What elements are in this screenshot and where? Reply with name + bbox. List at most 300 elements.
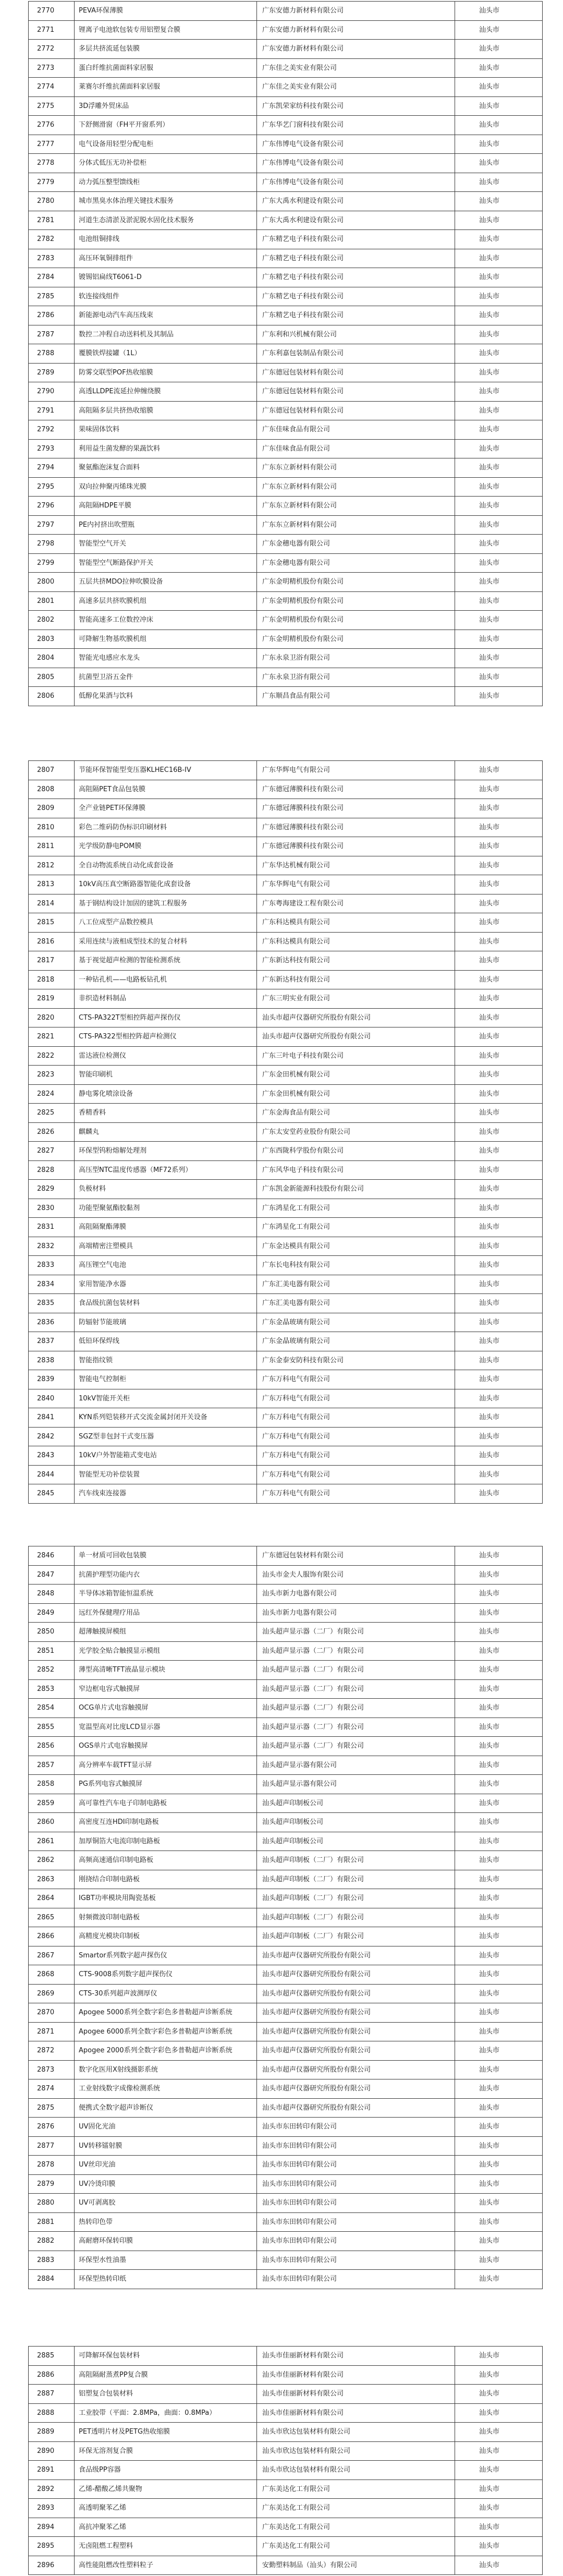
- product-name: 高透明聚苯乙烯: [75, 2499, 257, 2518]
- row-number: 2776: [29, 116, 75, 135]
- company-name: 广东德冠薄膜科技有限公司: [257, 818, 455, 838]
- row-number: 2850: [29, 1623, 75, 1642]
- table-row: [29, 1870, 543, 1890]
- row-number: 2859: [29, 1794, 75, 1813]
- city-name: 汕头市: [455, 1775, 543, 1794]
- product-name: 可降解环保包装材料: [75, 2347, 257, 2366]
- city-name: 汕头市: [455, 1965, 543, 1985]
- table-row: [29, 2137, 543, 2156]
- product-name: 新能源电动汽车高压线束: [75, 306, 257, 325]
- row-number: 2861: [29, 1832, 75, 1852]
- row-number: 2840: [29, 1389, 75, 1409]
- product-name: 环保型热转印纸: [75, 2270, 257, 2289]
- table-row: [29, 420, 543, 440]
- city-name: 汕头市: [455, 1428, 543, 1447]
- table-row: [29, 1775, 543, 1794]
- row-number: 2851: [29, 1642, 75, 1661]
- company-name: 汕头市佳丽新材料有限公司: [257, 2385, 455, 2404]
- city-name: 汕头市: [455, 1027, 543, 1047]
- table-row: [29, 1484, 543, 1504]
- company-name: 广东万科电气有限公司: [257, 1466, 455, 1485]
- city-name: 汕头市: [455, 97, 543, 116]
- city-name: 汕头市: [455, 1484, 543, 1504]
- product-name: 软连接线组件: [75, 287, 257, 307]
- table-row: [29, 440, 543, 459]
- row-number: 2879: [29, 2175, 75, 2194]
- row-number: 2797: [29, 516, 75, 535]
- city-name: 汕头市: [455, 837, 543, 856]
- product-name: 高速多层共挤吹膜机组: [75, 592, 257, 611]
- row-number: 2825: [29, 1104, 75, 1123]
- city-name: 汕头市: [455, 1851, 543, 1870]
- table-row: [29, 1047, 543, 1066]
- product-name: CTS-9008系列数字超声探伤仪: [75, 1965, 257, 1985]
- company-name: 广东东立新材料有限公司: [257, 478, 455, 497]
- table-row: [29, 2423, 543, 2442]
- product-table: [28, 760, 543, 1504]
- company-name: 汕头市佳丽新材料有限公司: [257, 2347, 455, 2366]
- table-row: [29, 1965, 543, 1985]
- row-number: 2875: [29, 2099, 75, 2118]
- row-number: 2853: [29, 1680, 75, 1699]
- product-name: 高频高速通信印制电路板: [75, 1851, 257, 1870]
- table-row: [29, 913, 543, 933]
- product-name: 10kV户外智能箱式变电站: [75, 1446, 257, 1466]
- row-number: 2816: [29, 933, 75, 952]
- city-name: 汕头市: [455, 2099, 543, 2118]
- company-name: 汕头市新力电器有限公司: [257, 1585, 455, 1604]
- table-row: [29, 2023, 543, 2042]
- city-name: 汕头市: [455, 116, 543, 135]
- company-name: 广东德冠包装材料有限公司: [257, 1546, 455, 1566]
- row-number: 2849: [29, 1604, 75, 1623]
- city-name: 汕头市: [455, 1699, 543, 1718]
- city-name: 汕头市: [455, 1085, 543, 1104]
- table-row: [29, 1104, 543, 1123]
- product-name: 射频微波印制电路板: [75, 1908, 257, 1928]
- table-row: [29, 1199, 543, 1218]
- city-name: 汕头市: [455, 1313, 543, 1333]
- city-name: 汕头市: [455, 761, 543, 780]
- row-number: 2869: [29, 1985, 75, 2004]
- table-row: [29, 761, 543, 780]
- city-name: 汕头市: [455, 1408, 543, 1428]
- row-number: 2787: [29, 325, 75, 345]
- product-name: 数字化医用X射线摄影系统: [75, 2061, 257, 2080]
- company-name: 广东金明精机股份有限公司: [257, 611, 455, 630]
- company-name: 汕头超声印制板（二厂）有限公司: [257, 1908, 455, 1928]
- table-row: [29, 1085, 543, 1104]
- company-name: 广东德冠薄膜科技有限公司: [257, 799, 455, 818]
- product-name: 基于视觉超声检测的智能检测系统: [75, 951, 257, 971]
- company-name: 汕头市欣达包装材料有限公司: [257, 2442, 455, 2461]
- product-name: 环保型钨粉熔解处理剂: [75, 1142, 257, 1161]
- row-number: 2800: [29, 573, 75, 592]
- table-row: [29, 1027, 543, 1047]
- row-number: 2773: [29, 59, 75, 78]
- city-name: 汕头市: [455, 420, 543, 440]
- table-row: [29, 951, 543, 971]
- row-number: 2881: [29, 2213, 75, 2232]
- city-name: 汕头市: [455, 1389, 543, 1409]
- table-row: [29, 478, 543, 497]
- table-row: [29, 1370, 543, 1389]
- row-number: 2789: [29, 364, 75, 383]
- table-row: [29, 40, 543, 59]
- row-number: 2809: [29, 799, 75, 818]
- city-name: 汕头市: [455, 2461, 543, 2480]
- table-row: [29, 2270, 543, 2289]
- row-number: 2843: [29, 1446, 75, 1466]
- city-name: 汕头市: [455, 1142, 543, 1161]
- company-name: 汕头市东田转印有限公司: [257, 2232, 455, 2251]
- row-number: 2883: [29, 2251, 75, 2270]
- product-name: 城市黑臭水体治理关键技术服务: [75, 192, 257, 211]
- company-name: 广东鸿星化工有限公司: [257, 1218, 455, 1237]
- city-name: 汕头市: [455, 154, 543, 173]
- city-name: 汕头市: [455, 1642, 543, 1661]
- city-name: 汕头市: [455, 173, 543, 192]
- product-name: 高密度互连HDI印制电路板: [75, 1813, 257, 1832]
- product-name: 八工位成型产品数控模具: [75, 913, 257, 933]
- city-name: 汕头市: [455, 1161, 543, 1180]
- company-name: 广东金达模具有限公司: [257, 1237, 455, 1256]
- company-name: 汕头市东田转印有限公司: [257, 2251, 455, 2270]
- company-name: 汕头超声显示器（二厂）有限公司: [257, 1718, 455, 1737]
- product-name: 低铅环保焊线: [75, 1332, 257, 1351]
- product-name: 无卤阻燃工程塑料: [75, 2537, 257, 2556]
- table-row: [29, 971, 543, 990]
- row-number: 2817: [29, 951, 75, 971]
- table-row: [29, 59, 543, 78]
- city-name: 汕头市: [455, 21, 543, 40]
- product-name: 电气设备用轻型分配电柜: [75, 135, 257, 154]
- table-row: [29, 2461, 543, 2480]
- product-name: 热转印色带: [75, 2213, 257, 2232]
- row-number: 2863: [29, 1870, 75, 1890]
- company-name: 汕头市超声仪器研究所股份有限公司: [257, 1946, 455, 1966]
- table-row: [29, 2347, 543, 2366]
- city-name: 汕头市: [455, 382, 543, 402]
- company-name: 广东精艺电子科技有限公司: [257, 249, 455, 269]
- row-number: 2821: [29, 1027, 75, 1047]
- product-name: 蛋白纤维抗菌面料家居服: [75, 59, 257, 78]
- company-name: 汕头超声印制板（二厂）有限公司: [257, 1889, 455, 1908]
- product-name: 3D浮雕外贸床品: [75, 97, 257, 116]
- product-name: 乙烯-醋酸乙烯共聚物: [75, 2480, 257, 2499]
- company-name: 汕头超声显示器有限公司: [257, 1775, 455, 1794]
- product-name: 基于钢结构设计加固的建筑工程服务: [75, 894, 257, 914]
- company-name: 广东凯荣家纺科技有限公司: [257, 97, 455, 116]
- table-row: [29, 2537, 543, 2556]
- company-name: 汕头市东田转印有限公司: [257, 2118, 455, 2137]
- company-name: 广东风华电子科技有限公司: [257, 1161, 455, 1180]
- table-row: [29, 2118, 543, 2137]
- row-number: 2808: [29, 780, 75, 800]
- table-row: [29, 649, 543, 668]
- table-row: [29, 268, 543, 287]
- company-name: 广东永泉卫浴有限公司: [257, 649, 455, 668]
- company-name: 广东三明实业有限公司: [257, 989, 455, 1009]
- row-number: 2855: [29, 1718, 75, 1737]
- table-row: [29, 344, 543, 364]
- company-name: 广东安德力新材料有限公司: [257, 2, 455, 21]
- company-name: 广东东立新材料有限公司: [257, 497, 455, 516]
- city-name: 汕头市: [455, 2213, 543, 2232]
- row-number: 2894: [29, 2518, 75, 2537]
- product-name: 低醇化果酒与饮料: [75, 687, 257, 706]
- row-number: 2778: [29, 154, 75, 173]
- city-name: 汕头市: [455, 611, 543, 630]
- city-name: 汕头市: [455, 1332, 543, 1351]
- company-name: 广东德冠薄膜科技有限公司: [257, 837, 455, 856]
- row-number: 2826: [29, 1123, 75, 1142]
- product-name: 高可靠性汽车电子印制电路板: [75, 1794, 257, 1813]
- product-name: 10kV高压真空断路器智能化成套设备: [75, 875, 257, 894]
- product-name: 宽温型高对比度LCD显示器: [75, 1718, 257, 1737]
- row-number: 2865: [29, 1908, 75, 1928]
- row-number: 2888: [29, 2404, 75, 2423]
- company-name: 广东金明精机股份有限公司: [257, 573, 455, 592]
- product-table: [28, 1546, 543, 2289]
- product-name: 智能型无功补偿装置: [75, 1466, 257, 1485]
- company-name: 汕头市佳丽新材料有限公司: [257, 2366, 455, 2385]
- city-name: 汕头市: [455, 535, 543, 554]
- row-number: 2804: [29, 649, 75, 668]
- company-name: 广东顺昌食品有限公司: [257, 687, 455, 706]
- row-number: 2885: [29, 2347, 75, 2366]
- company-name: 广东华达机械有限公司: [257, 856, 455, 876]
- table-row: [29, 2194, 543, 2213]
- city-name: 汕头市: [455, 1718, 543, 1737]
- product-name: 高阻隔多层共挤热收缩膜: [75, 402, 257, 421]
- city-name: 汕头市: [455, 478, 543, 497]
- city-name: 汕头市: [455, 2, 543, 21]
- table-row: [29, 989, 543, 1009]
- company-name: 汕头超声显示器（二厂）有限公司: [257, 1623, 455, 1642]
- product-name: Apogee 2000系列全数字彩色多普勒超声诊断系统: [75, 2041, 257, 2061]
- row-number: 2841: [29, 1408, 75, 1428]
- row-number: 2862: [29, 1851, 75, 1870]
- table-row: [29, 875, 543, 894]
- table-row: [29, 497, 543, 516]
- company-name: 广东伟博电气设备有限公司: [257, 173, 455, 192]
- table-row: [29, 192, 543, 211]
- row-number: 2831: [29, 1218, 75, 1237]
- table-row: [29, 1351, 543, 1371]
- row-number: 2880: [29, 2194, 75, 2213]
- table-row: [29, 1908, 543, 1928]
- product-name: 一种钻孔机——电路板钻孔机: [75, 971, 257, 990]
- city-name: 汕头市: [455, 2385, 543, 2404]
- company-name: 汕头超声显示器（二厂）有限公司: [257, 1642, 455, 1661]
- city-name: 汕头市: [455, 668, 543, 687]
- table-row: [29, 799, 543, 818]
- company-name: 广东万科电气有限公司: [257, 1428, 455, 1447]
- row-number: 2774: [29, 78, 75, 97]
- company-name: 广东新达科技有限公司: [257, 971, 455, 990]
- table-row: [29, 1851, 543, 1870]
- city-name: 汕头市: [455, 2423, 543, 2442]
- product-name: Apogee 6000系列全数字彩色多普勒超声诊断系统: [75, 2023, 257, 2042]
- product-name: 彩色二维码防伪标识印刷材料: [75, 818, 257, 838]
- company-name: 汕头市金夫人服饰有限公司: [257, 1566, 455, 1585]
- product-name: 高分辨率车载TFT显示屏: [75, 1756, 257, 1775]
- product-name: CTS-PA322T型相控阵超声探伤仪: [75, 1009, 257, 1028]
- table-row: [29, 1794, 543, 1813]
- company-name: 广东伟博电气设备有限公司: [257, 154, 455, 173]
- row-number: 2884: [29, 2270, 75, 2289]
- company-name: 汕头市超声仪器研究所股份有限公司: [257, 1965, 455, 1985]
- row-number: 2837: [29, 1332, 75, 1351]
- city-name: 汕头市: [455, 2518, 543, 2537]
- company-name: 广东金泰安防科技有限公司: [257, 1351, 455, 1371]
- city-name: 汕头市: [455, 458, 543, 478]
- product-name: 可降解生物基吹膜机组: [75, 630, 257, 649]
- city-name: 汕头市: [455, 780, 543, 800]
- company-name: 汕头市东田转印有限公司: [257, 2270, 455, 2289]
- row-number: 2846: [29, 1546, 75, 1566]
- city-name: 汕头市: [455, 1870, 543, 1890]
- company-name: 广东伟博电气设备有限公司: [257, 135, 455, 154]
- table-row: [29, 611, 543, 630]
- city-name: 汕头市: [455, 1737, 543, 1756]
- table-row: [29, 894, 543, 914]
- product-name: 超薄触摸屏模组: [75, 1623, 257, 1642]
- city-name: 汕头市: [455, 192, 543, 211]
- table-row: [29, 173, 543, 192]
- table-row: [29, 573, 543, 592]
- company-name: 汕头市超声仪器研究所股份有限公司: [257, 1027, 455, 1047]
- table-row: [29, 2232, 543, 2251]
- city-name: 汕头市: [455, 1370, 543, 1389]
- product-name: PET透明片材及PETG热收缩膜: [75, 2423, 257, 2442]
- company-name: 广东德冠包装材料有限公司: [257, 382, 455, 402]
- table-row: [29, 1313, 543, 1333]
- city-name: 汕头市: [455, 2480, 543, 2499]
- row-number: 2770: [29, 2, 75, 21]
- row-number: 2827: [29, 1142, 75, 1161]
- product-name: 高压锂空气电池: [75, 1256, 257, 1275]
- table-row: [29, 1737, 543, 1756]
- city-name: 汕头市: [455, 1466, 543, 1485]
- product-name: 窄边框电容式触摸屏: [75, 1680, 257, 1699]
- product-name: 多层共挤流延包装膜: [75, 40, 257, 59]
- row-number: 2882: [29, 2232, 75, 2251]
- product-name: IGBT功率模块用陶瓷基板: [75, 1889, 257, 1908]
- product-name: 抗菌护理型功能内衣: [75, 1566, 257, 1585]
- table-row: [29, 2079, 543, 2099]
- row-number: 2786: [29, 306, 75, 325]
- table-row: [29, 2251, 543, 2270]
- company-name: 汕头超声显示器有限公司: [257, 1756, 455, 1775]
- row-number: 2796: [29, 497, 75, 516]
- city-name: 汕头市: [455, 268, 543, 287]
- product-name: 便携式全数字超声诊断仪: [75, 2099, 257, 2118]
- company-name: 广东东立新材料有限公司: [257, 516, 455, 535]
- city-name: 汕头市: [455, 989, 543, 1009]
- company-name: 广东凯金新能源科技股份有限公司: [257, 1180, 455, 1199]
- company-name: 广东精艺电子科技有限公司: [257, 230, 455, 249]
- table-row: [29, 1428, 543, 1447]
- company-name: 汕头市欣达包装材料有限公司: [257, 2461, 455, 2480]
- table-row: [29, 516, 543, 535]
- table-row: [29, 630, 543, 649]
- row-number: 2822: [29, 1047, 75, 1066]
- product-name: 高压环氧铜排组件: [75, 249, 257, 269]
- table-row: [29, 1546, 543, 1566]
- company-name: 广东华辉电气有限公司: [257, 761, 455, 780]
- product-name: 镀锡铝扁线T6061-D: [75, 268, 257, 287]
- product-name: Apogee 5000系列全数字彩色多普勒超声诊断系统: [75, 2003, 257, 2023]
- city-name: 汕头市: [455, 2251, 543, 2270]
- company-name: 广东万科电气有限公司: [257, 1370, 455, 1389]
- product-name: UV固化光油: [75, 2118, 257, 2137]
- table-row: [29, 933, 543, 952]
- product-name: 高端精密注塑模具: [75, 1237, 257, 1256]
- row-number: 2803: [29, 630, 75, 649]
- product-name: 抗菌型卫浴五金件: [75, 668, 257, 687]
- row-number: 2819: [29, 989, 75, 1009]
- table-row: [29, 2385, 543, 2404]
- table-row: [29, 2499, 543, 2518]
- city-name: 汕头市: [455, 1546, 543, 1566]
- city-name: 汕头市: [455, 1237, 543, 1256]
- company-name: 广东佳之美实业有限公司: [257, 59, 455, 78]
- table-row: [29, 2518, 543, 2537]
- company-name: 广东新达科技有限公司: [257, 951, 455, 971]
- product-name: UV可剥离胶: [75, 2194, 257, 2213]
- table-row: [29, 97, 543, 116]
- company-name: 广东太安堂药业股份有限公司: [257, 1123, 455, 1142]
- row-number: 2864: [29, 1889, 75, 1908]
- row-number: 2811: [29, 837, 75, 856]
- row-number: 2805: [29, 668, 75, 687]
- company-name: 汕头超声显示器（二厂）有限公司: [257, 1661, 455, 1680]
- city-name: 汕头市: [455, 287, 543, 307]
- city-name: 汕头市: [455, 78, 543, 97]
- company-name: 汕头市佳丽新材料有限公司: [257, 2404, 455, 2423]
- company-name: 广东利和兴机械有限公司: [257, 325, 455, 345]
- row-number: 2838: [29, 1351, 75, 1371]
- product-name: 防雾交联型POF热收缩膜: [75, 364, 257, 383]
- product-name: 单一材质可回收包装膜: [75, 1546, 257, 1566]
- product-name: PEVA环保薄膜: [75, 2, 257, 21]
- product-name: KYN系列铠装移开式交流金属封闭开关设备: [75, 1408, 257, 1428]
- product-name: 智能型空气断路保护开关: [75, 554, 257, 573]
- table-row: [29, 1161, 543, 1180]
- city-name: 汕头市: [455, 2194, 543, 2213]
- product-name: 莱赛尔纤维抗菌面料家居服: [75, 78, 257, 97]
- company-name: 广东金明精机股份有限公司: [257, 592, 455, 611]
- table-row: [29, 116, 543, 135]
- company-name: 广东金田机械有限公司: [257, 1066, 455, 1085]
- city-name: 汕头市: [455, 440, 543, 459]
- company-name: 汕头超声印制板公司: [257, 1832, 455, 1852]
- company-name: 汕头市欣达包装材料有限公司: [257, 2423, 455, 2442]
- table-row: [29, 1180, 543, 1199]
- table-row: [29, 837, 543, 856]
- row-number: 2795: [29, 478, 75, 497]
- city-name: 汕头市: [455, 516, 543, 535]
- city-name: 汕头市: [455, 2137, 543, 2156]
- city-name: 汕头市: [455, 1985, 543, 2004]
- table-row: [29, 1985, 543, 2004]
- table-row: [29, 1832, 543, 1852]
- row-number: 2878: [29, 2156, 75, 2175]
- city-name: 汕头市: [455, 573, 543, 592]
- company-name: 广东万科电气有限公司: [257, 1389, 455, 1409]
